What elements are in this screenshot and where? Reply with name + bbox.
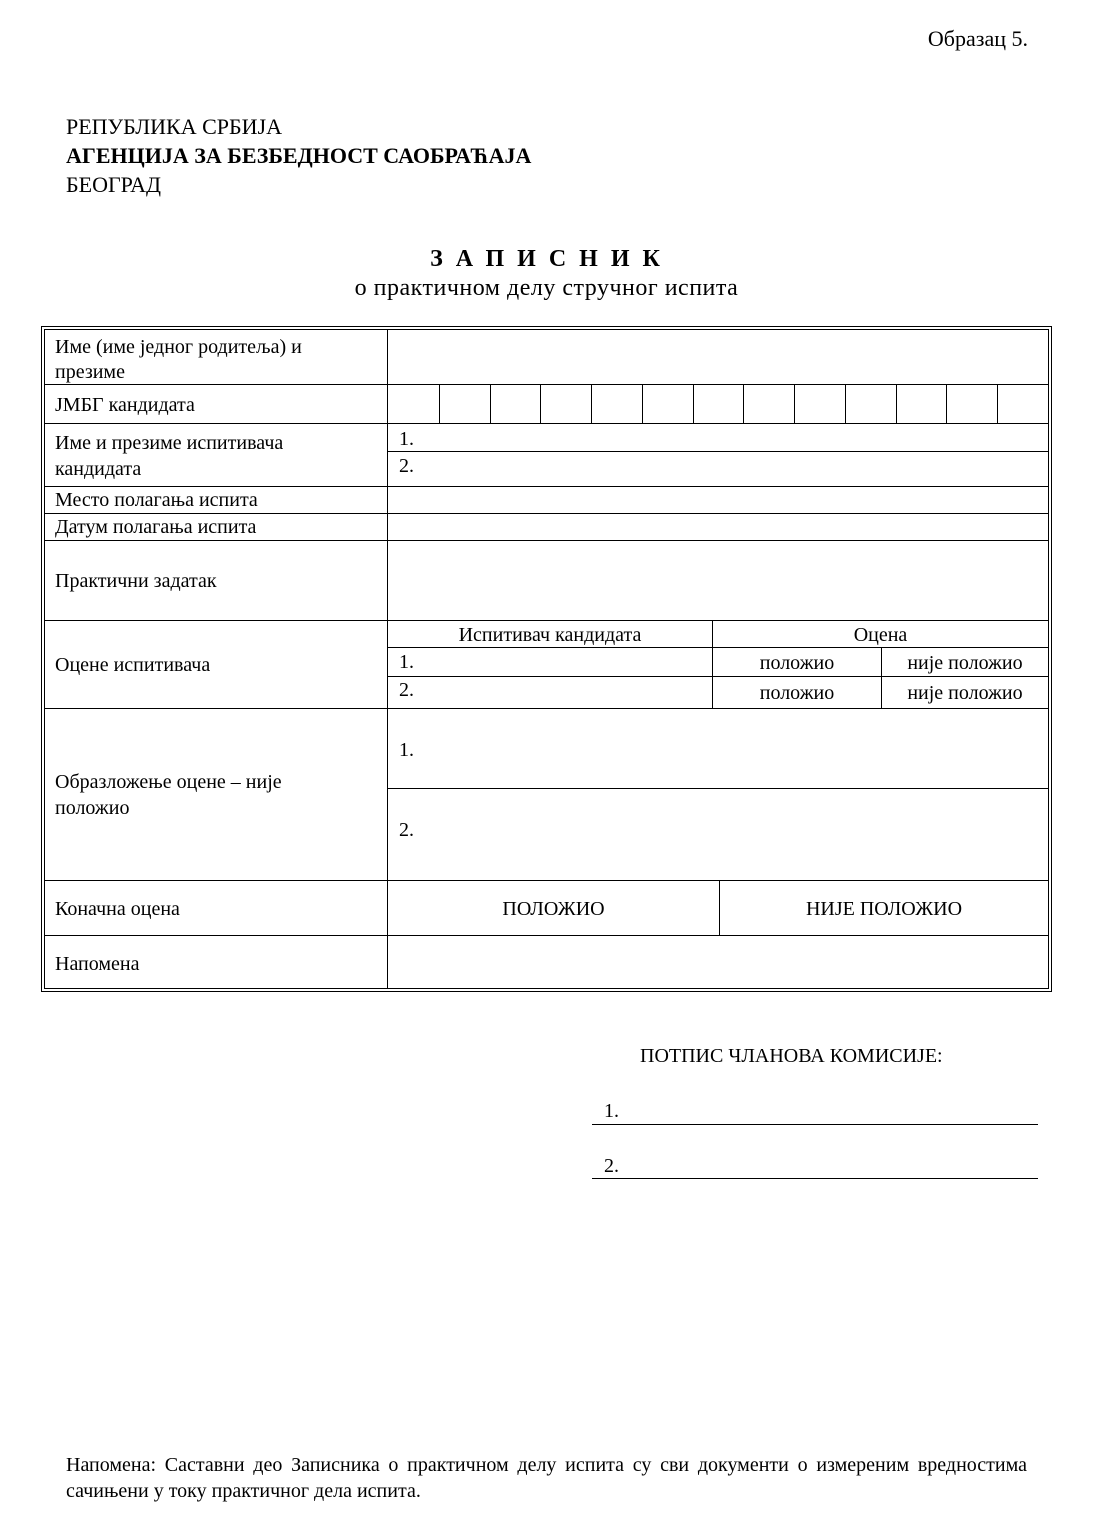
document-subtitle: о практичном делу стручног испита [354, 275, 739, 301]
examiners-label-line2: кандидата [55, 458, 142, 480]
jmbg-box-divider [845, 385, 846, 423]
jmbg-digit-box[interactable] [946, 385, 997, 423]
jmbg-box-divider [693, 385, 694, 423]
jmbg-box-divider [896, 385, 897, 423]
signatures-title: ПОТПИС ЧЛАНОВА КОМИСИЈЕ: [640, 1045, 943, 1067]
issuer-header [66, 112, 531, 199]
justification-2-field[interactable] [420, 789, 1048, 880]
exam-date-field[interactable] [388, 514, 1048, 540]
name-label-line2: презиме [55, 361, 125, 383]
signature-1-number: 1. [604, 1100, 619, 1122]
jmbg-box-divider [490, 385, 491, 423]
signature-2-line[interactable] [592, 1178, 1038, 1179]
jmbg-digit-box[interactable] [591, 385, 642, 423]
header-agency: АГЕНЦИЈА ЗА БЕЗБЕДНОСТ САОБРАЋАЈА [66, 143, 532, 168]
jmbg-box-divider [642, 385, 643, 423]
jmbg-box-divider [997, 385, 998, 423]
protocol-table [44, 329, 1049, 989]
grade-row-2-number: 2. [399, 679, 414, 701]
signature-1-line[interactable] [592, 1124, 1038, 1125]
grades-grade-header: Оцена [853, 624, 908, 646]
grade-row-1-number: 1. [399, 651, 414, 673]
justification-1-field[interactable] [420, 709, 1048, 788]
form-number: Образац 5. [927, 26, 1028, 51]
jmbg-digit-box[interactable] [845, 385, 896, 423]
label-column-divider [387, 330, 388, 988]
grade-1-passed-option[interactable]: положио [759, 652, 835, 674]
grades-examiner-header: Испитивач кандидата [458, 624, 642, 646]
grades-header-divider [388, 647, 1048, 648]
justification-2-number: 2. [399, 819, 414, 841]
jmbg-digit-box[interactable] [439, 385, 490, 423]
jmbg-box-divider [946, 385, 947, 423]
exam-place-label: Место полагања испита [55, 489, 258, 511]
examiner-grades-label: Оцене испитивача [55, 654, 211, 676]
final-grade-label: Коначна оцена [55, 898, 180, 920]
header-city: БЕОГРАД [66, 172, 161, 197]
jmbg-digit-box[interactable] [794, 385, 845, 423]
jmbg-digit-box[interactable] [997, 385, 1048, 423]
grade-2-not-passed-option[interactable]: није положио [907, 682, 1023, 704]
name-label-line1: Име (име једног родитеља) и [55, 336, 302, 358]
row-divider [45, 620, 1048, 621]
header-republic: РЕПУБЛИКА СРБИЈА [66, 114, 282, 139]
jmbg-digit-box[interactable] [490, 385, 541, 423]
exam-date-label: Датум полагања испита [55, 516, 257, 538]
row-divider [45, 880, 1048, 881]
examiner-1-field[interactable] [415, 424, 1048, 451]
grade-2-passed-option[interactable]: положио [759, 682, 835, 704]
exam-place-field[interactable] [388, 487, 1048, 513]
jmbg-digit-box[interactable] [388, 385, 439, 423]
signature-2-number: 2. [604, 1155, 619, 1177]
grades-subrow-divider [388, 676, 1048, 677]
examiner-2-number: 2. [399, 455, 414, 477]
jmbg-box-divider [540, 385, 541, 423]
final-not-passed-option[interactable]: НИЈЕ ПОЛОЖИО [805, 898, 963, 920]
remark-label: Напомена [55, 953, 140, 975]
jmbg-label: ЈМБГ кандидата [55, 394, 195, 416]
jmbg-box-divider [794, 385, 795, 423]
jmbg-digit-box[interactable] [642, 385, 693, 423]
jmbg-box-divider [743, 385, 744, 423]
grade-1-not-passed-option[interactable]: није положио [907, 652, 1023, 674]
jmbg-box-divider [591, 385, 592, 423]
jmbg-digit-box[interactable] [693, 385, 744, 423]
jmbg-digit-box[interactable] [540, 385, 591, 423]
jmbg-digit-box[interactable] [896, 385, 947, 423]
justification-1-number: 1. [399, 739, 414, 761]
practical-task-field[interactable] [388, 541, 1048, 620]
remark-field[interactable] [388, 936, 1048, 988]
final-passed-option[interactable]: ПОЛОЖИО [502, 898, 605, 920]
examiners-label-line1: Име и презиме испитивача [55, 432, 284, 454]
examiner-1-number: 1. [399, 428, 414, 450]
document-title: ЗАПИСНИК [430, 246, 673, 272]
practical-task-label: Практични задатак [55, 570, 217, 592]
jmbg-box-divider [439, 385, 440, 423]
footnote: Напомена: Саставни део Записника о практичном делу испита су сви документи о измереним вредностима сачињени у току практичног дела испита. [66, 1454, 1027, 1502]
justification-label-line1: Образложење оцене – није [55, 771, 282, 793]
name-field[interactable] [388, 330, 1048, 384]
justification-label-line2: положио [55, 797, 130, 819]
examiner-2-field[interactable] [415, 452, 1048, 486]
jmbg-digit-box[interactable] [743, 385, 794, 423]
